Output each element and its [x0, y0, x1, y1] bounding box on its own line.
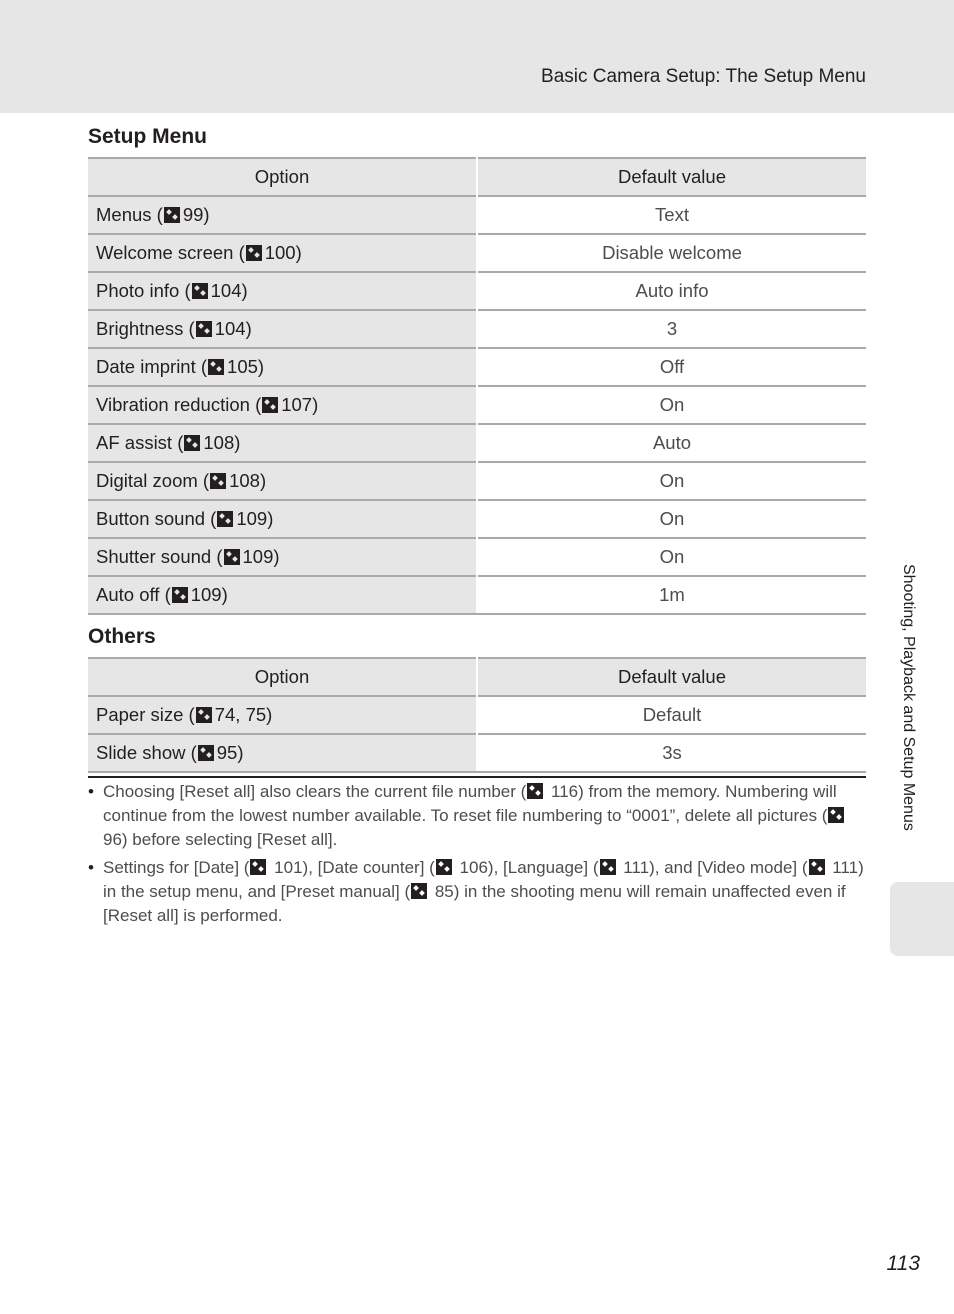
reference-mark-icon: [411, 883, 427, 899]
option-cell: Date imprint ( 105): [88, 348, 477, 386]
option-cell: Vibration reduction ( 107): [88, 386, 477, 424]
default-value-cell: Off: [477, 348, 866, 386]
table-header-row: [88, 158, 866, 196]
default-value-cell: Text: [477, 196, 866, 234]
note-unaffected-settings: • Settings for [Date] ( 101), [Date counter] ( 106), [Language] ( 111), and [Video mode] ( 111) in the setup menu, and [Preset manual] ( 85) in the shooting menu will remain unaffected even if [Reset all] is performed.: [88, 856, 866, 928]
default-value-cell: 3: [477, 310, 866, 348]
closing-paren: ): [221, 584, 228, 605]
reference-mark-icon: [828, 807, 844, 823]
setup-menu-table: [88, 157, 866, 615]
page-number: 113: [886, 1252, 920, 1275]
default-value-cell: On: [477, 500, 866, 538]
table-row: [88, 696, 866, 734]
reference-mark-icon: [172, 587, 188, 603]
reference-mark-icon: [224, 549, 240, 565]
notes-section: [88, 776, 866, 932]
default-value-cell: On: [477, 386, 866, 424]
page-header-title: Basic Camera Setup: The Setup Menu: [541, 66, 866, 87]
table-row: [88, 424, 866, 462]
note-reset-file-number: • Choosing [Reset all] also clears the current file number ( 116) from the memory. Numbering will continue from the lowest number available. To reset file numbering to “0001”, delete all pictures ( 96) before selecting [Reset all].: [88, 780, 866, 852]
option-cell: Paper size ( 74, 75): [88, 696, 477, 734]
reference-mark-icon: [250, 859, 266, 875]
reference-mark-icon: [184, 435, 200, 451]
chapter-side-label: Shooting, Playback and Setup Menus: [900, 564, 917, 831]
table-row: [88, 348, 866, 386]
option-cell: Button sound ( 109): [88, 500, 477, 538]
section-title-others: Others: [88, 625, 156, 648]
column-header-option: Option: [88, 658, 477, 696]
reference-mark-icon: [809, 859, 825, 875]
option-cell: Digital zoom ( 108): [88, 462, 477, 500]
closing-paren: ): [237, 742, 244, 763]
table-row: [88, 734, 866, 772]
table-row: [88, 500, 866, 538]
closing-paren: ): [241, 280, 248, 301]
option-cell: AF assist ( 108): [88, 424, 477, 462]
option-cell: Shutter sound ( 109): [88, 538, 477, 576]
default-value-cell: 3s: [477, 734, 866, 772]
table-row: [88, 234, 866, 272]
closing-paren: ): [273, 546, 280, 567]
default-value-cell: Auto info: [477, 272, 866, 310]
option-cell: Menus ( 99): [88, 196, 477, 234]
closing-paren: ): [267, 508, 274, 529]
closing-paren: ): [203, 204, 210, 225]
reference-mark-icon: [210, 473, 226, 489]
column-header-option: Option: [88, 158, 477, 196]
default-value-cell: On: [477, 538, 866, 576]
table-row: [88, 462, 866, 500]
column-header-default-value: Default value: [477, 158, 866, 196]
default-value-cell: Auto: [477, 424, 866, 462]
option-cell: Photo info ( 104): [88, 272, 477, 310]
column-header-default-value: Default value: [477, 658, 866, 696]
closing-paren: ): [234, 432, 241, 453]
closing-paren: ): [259, 470, 267, 491]
closing-paren: ): [295, 242, 302, 263]
table-row: [88, 196, 866, 234]
reference-mark-icon: [192, 283, 208, 299]
reference-mark-icon: [196, 707, 212, 723]
reference-mark-icon: [262, 397, 278, 413]
reference-mark-icon: [196, 321, 212, 337]
closing-paren: ): [266, 704, 273, 725]
table-row: [88, 310, 866, 348]
default-value-cell: Disable welcome: [477, 234, 866, 272]
reference-mark-icon: [246, 245, 262, 261]
option-cell: Welcome screen ( 100): [88, 234, 477, 272]
table-row: [88, 386, 866, 424]
reference-mark-icon: [217, 511, 233, 527]
table-row: [88, 576, 866, 614]
reference-mark-icon: [600, 859, 616, 875]
option-cell: Slide show ( 95): [88, 734, 477, 772]
reference-mark-icon: [527, 783, 543, 799]
table-row: [88, 272, 866, 310]
default-value-cell: Default: [477, 696, 866, 734]
closing-paren: ): [312, 394, 319, 415]
others-table: [88, 657, 866, 773]
reference-mark-icon: [164, 207, 180, 223]
chapter-tab: [890, 882, 954, 956]
section-title-setup-menu: Setup Menu: [88, 125, 207, 148]
option-cell: Auto off ( 109): [88, 576, 477, 614]
closing-paren: ): [257, 356, 265, 377]
reference-mark-icon: [436, 859, 452, 875]
table-header-row: [88, 658, 866, 696]
default-value-cell: 1m: [477, 576, 866, 614]
table-row: [88, 538, 866, 576]
closing-paren: ): [245, 318, 252, 339]
reference-mark-icon: [198, 745, 214, 761]
reference-mark-icon: [208, 359, 224, 375]
default-value-cell: On: [477, 462, 866, 500]
header-band: [0, 0, 954, 113]
option-cell: Brightness ( 104): [88, 310, 477, 348]
